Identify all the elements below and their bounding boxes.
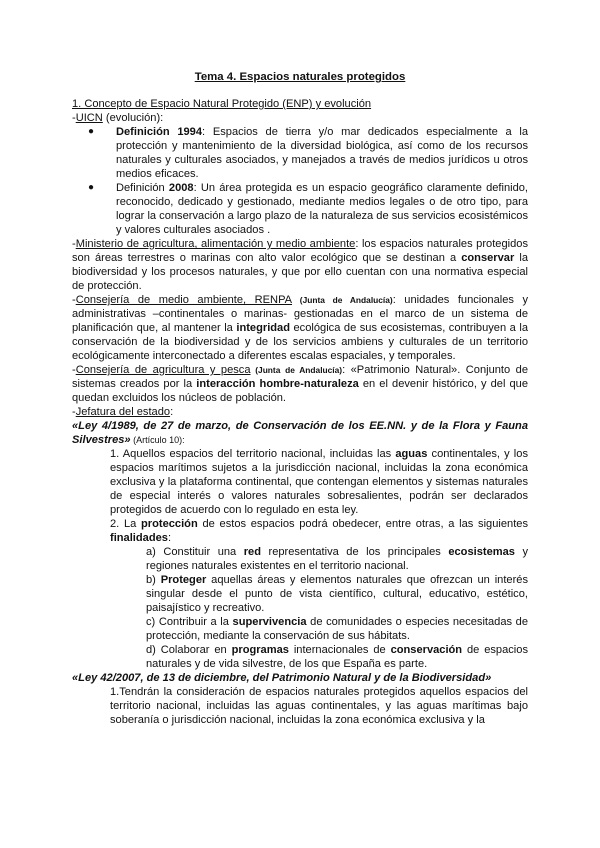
pesca-paragraph: -Consejería de agricultura y pesca (Junta de Andalucía): «Patrimonio Natural». Conjunto de sistemas creados por la interacción hombre-naturaleza en el devenir histórico, y del que quedan excluidos los núcleos de población. [72, 364, 529, 404]
bullet-icon: ● [88, 126, 95, 137]
document-page [72, 70, 528, 727]
ley4-title: «Ley 4/1989, de 27 de marzo, de Conservación de los EE.NN. y de la Flora y Fauna Silvestres» (Artículo 10): [72, 420, 528, 446]
page-title: Tema 4. Espacios naturales protegidos [194, 71, 406, 83]
renpa-paragraph: -Consejería de medio ambiente, RENPA (Junta de Andalucía): unidades funcionales y administrativas –continentales o marinas- gestionadas en el marco de un sistema de planificación que, al mantener la integridad ecológica de sus ecosistemas, contribuyen a la conservación de la biodiversidad y de los servicios ambiens y culturales de un territorio ecológicamente interconectado a diferentes escalas espaciales, y temporales. [72, 294, 528, 362]
uicn-definitions [72, 125, 528, 237]
ley4-item-b: b) Proteger aquellas áreas y elementos naturales que ofrezcan un interés singular desde el punto de vista científico, cultural, educativo, estético, paisajístico y recreativo. [146, 574, 528, 614]
bullet-icon: ● [88, 182, 95, 193]
section-heading: 1. Concepto de Espacio Natural Protegido (ENP) y evolución [72, 98, 372, 110]
uicn-label: UICN [75, 112, 103, 124]
ley4-point-1: 1. Aquellos espacios del territorio nacional, incluidas las aguas continentales, y los espacios marítimos sujetos a la jurisdicción nacional, incluidas la zona económica exclusiva y la plataforma continental, que contengan elementos y sistemas naturales de especial interés o valores naturales sobresalientes, podrán ser declarados protegidos de acuerdo con lo regulado en esta ley. [110, 448, 528, 516]
uicn-line: -UICN (evolución): [72, 112, 164, 124]
definition-2008: ● Definición 2008: Un área protegida es un espacio geográfico claramente definido, reconocido, dedicado y gestionado, mediante medios legales o de otro tipo, para lograr la conservación a largo plazo de la naturaleza de sus servicios ecosistémicos y valores culturales asociados . [88, 182, 529, 236]
ley4-item-a: a) Constituir una red representativa de los principales ecosistemas y regiones naturales existentes en el territorio nacional. [146, 546, 528, 572]
ley42-title: «Ley 42/2007, de 13 de diciembre, del Patrimonio Natural y de la Biodiversidad» [72, 672, 492, 684]
ley4-point-2: 2. La protección de estos espacios podrá obedecer, entre otras, a las siguientes finalidades: [110, 518, 528, 544]
ley4-item-c: c) Contribuir a la supervivencia de comunidades o especies necesitadas de protección, mediante la conservación de sus hábitats. [146, 616, 528, 642]
ley42-point-1: 1.Tendrán la consideración de espacios naturales protegidos aquellos espacios del territorio nacional, incluidas las aguas continentales, y las aguas marítimas bajo soberanía o jurisdicción nacional, incluidas la zona económica exclusiva y la [110, 686, 528, 726]
ley4-item-d: d) Colaborar en programas internacionales de conservación de espacios naturales y de vida silvestre, de los que España es parte. [146, 644, 528, 670]
jefatura-line: -Jefatura del estado: [72, 406, 174, 418]
ministerio-paragraph: -Ministerio de agricultura, alimentación y medio ambiente: los espacios naturales protegidos son áreas terrestres o marinas con alto valor ecológico que se destinan a conservar la biodiversidad y los procesos naturales, y que por ello cuentan con una normativa especial de protección. [72, 238, 528, 292]
definition-1994: ● Definición 1994: Espacios de tierra y/o mar dedicados especialmente a la protección y mantenimiento de la diversidad biológica, así como de los recursos naturales y culturales asociados, y manejados a través de medios jurídicos u otros medios eficaces. [88, 126, 528, 180]
